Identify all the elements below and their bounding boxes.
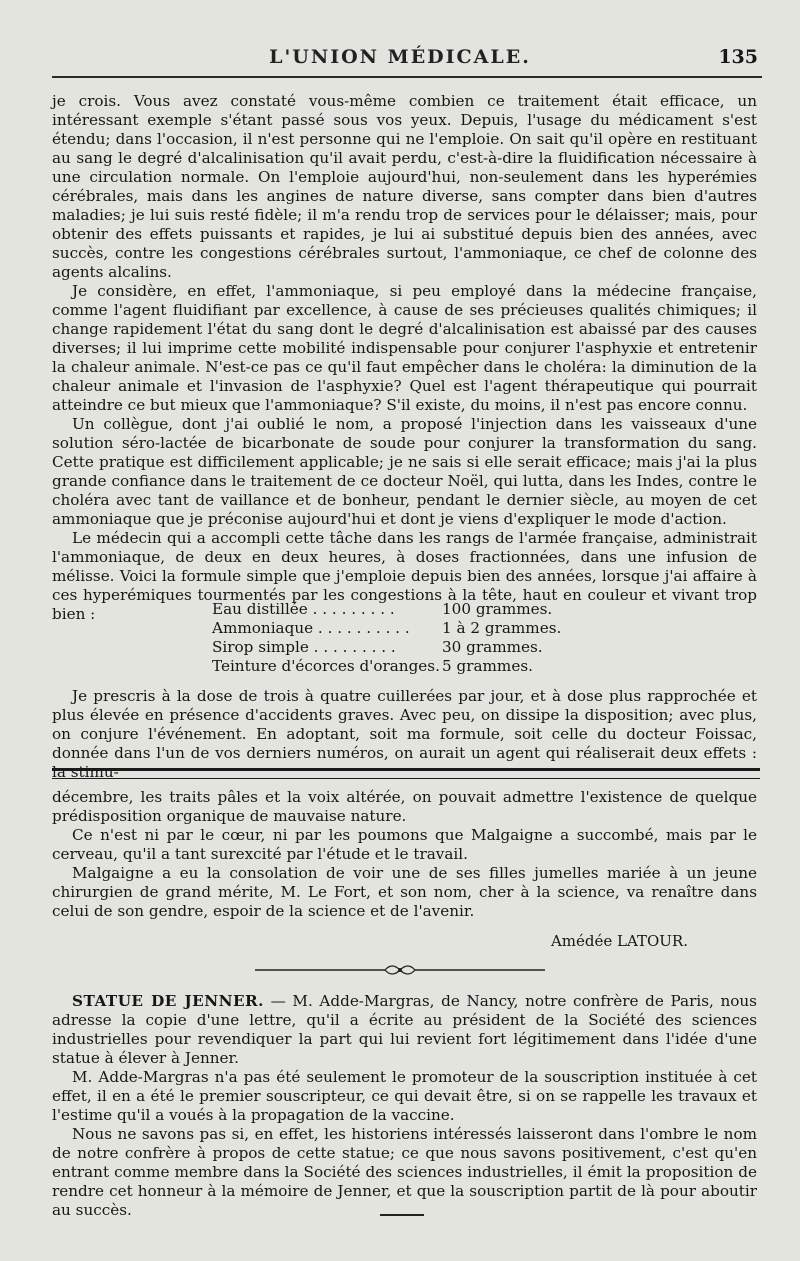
article-body-top [52, 92, 757, 624]
author-signature: Amédée LATOUR. [550, 932, 688, 950]
recipe-quantity: 30 grammes. [442, 638, 543, 656]
page-header [0, 42, 800, 76]
ornamental-divider [255, 962, 545, 978]
page-number: 135 [718, 46, 758, 68]
recipe-ingredient: Ammoniaque . . . . . . . . . . [212, 619, 410, 637]
section-heading: STATUE DE JENNER. [72, 992, 264, 1010]
recipe-ingredient: Teinture d'écorces d'oranges. [212, 657, 440, 675]
header-rule [52, 76, 762, 78]
paragraph: Ce n'est ni par le cœur, ni par les poumons que Malgaigne a succombé, mais par le cerveau, qu'il a tant surexcité par l'étude et le travail. [52, 826, 757, 863]
end-rule [380, 1214, 424, 1216]
running-title: L'UNION MÉDICALE. [269, 46, 531, 68]
recipe-quantity: 1 à 2 grammes. [442, 619, 562, 637]
jenner-article [52, 992, 757, 1220]
recipe-row [212, 657, 632, 676]
paragraph: Nous ne savons pas si, en effet, les historiens intéressés laisseront dans l'ombre le nom de notre confrère à propos de cette statue; ce que nous savons positivement, c'est qu'en entrant comme membre dans la Société des sciences industrielles, il émit la proposition de rendre cet honneur à la mémoire de Jenner, et que la souscription partit de là pour aboutir au succès. [52, 1125, 757, 1219]
recipe-row [212, 638, 632, 657]
recipe-ingredient: Sirop simple . . . . . . . . . [212, 638, 396, 656]
paragraph: Je prescris à la dose de trois à quatre cuillerées par jour, et à dose plus rapprochée et plus élevée en présence d'accidents graves. Avec peu, on dissipe la disposition; avec plus, on conjure l'événement. En adoptant, soit ma formule, soit celle du docteur Foissac, donnée dans l'un de vos derniers numéros, on aurait un agent qui réaliserait deux effets : la stimu- [52, 687, 757, 781]
recipe-quantity: 5 grammes. [442, 657, 533, 675]
paragraph: M. Adde-Margras n'a pas été seulement le promoteur de la souscription instituée à cet effet, il en a été le premier souscripteur, ce qui devait être, si on se rappelle les travaux et l'estime qu'il a voués à la propagation de la vaccine. [52, 1068, 757, 1124]
paragraph-text: — M. Adde-Margras, de Nancy, notre confrère de Paris, nous adresse la copie d'une lettre, qu'il a écrite au président de la Société des sciences industrielles pour revendiquer la part qui lui revient fort légitimement dans l'idée d'une statue à élever à Jenner. [52, 992, 757, 1067]
recipe-row [212, 619, 632, 638]
recipe-row [212, 600, 632, 619]
paragraph: Un collègue, dont j'ai oublié le nom, a proposé l'injection dans les vaisseaux d'une solution séro-lactée de bicarbonate de soude pour conjurer la transformation du sang. Cette pratique est difficilement applicable; je ne sais si elle serait efficace; mais j'ai la plus grande confiance dans le traitement de ce docteur Noël, qui lutta, dans les Indes, contre le choléra avec tant de vaillance et de bonheur, pendant le dernier siècle, au moyen de cet ammoniaque que je préconise aujourd'hui et dont je viens d'expliquer le mode d'action. [52, 415, 757, 528]
paragraph: décembre, les traits pâles et la voix altérée, on pouvait admettre l'existence de quelque prédisposition organique de mauvaise nature. [52, 788, 757, 825]
recipe-formula [212, 600, 632, 676]
obituary-continuation [52, 788, 757, 921]
recipe-quantity: 100 grammes. [442, 600, 553, 618]
paragraph: Malgaigne a eu la consolation de voir une de ses filles jumelles mariée à un jeune chirurgien de grand mérite, M. Le Fort, et son nom, cher à la science, va renaître dans celui de son gendre, espoir de la science et de l'avenir. [52, 864, 757, 920]
recipe-ingredient: Eau distillée . . . . . . . . . [212, 600, 395, 618]
paragraph: je crois. Vous avez constaté vous-même combien ce traitement était efficace, un intéressant exemple s'étant passé sous vos yeux. Depuis, l'usage du médicament s'est étendu; dans l'occasion, il n'est personne qui ne l'emploie. On sait qu'il opère en restituant au sang le degré d'alcalinisation qu'il avait perdu, c'est-à-dire la fluidification nécessaire à une circulation normale. On l'emploie aujourd'hui, non-seulement dans les hyperémies cérébrales, mais dans les angines de nature diverse, sans compter dans bien d'autres maladies; je lui suis resté fidèle; il m'a rendu trop de services pour le délaisser; mais, pour obtenir des effets puissants et rapides, je lui ai substitué depuis bien des années, avec succès, contre les congestions cérébrales surtout, l'ammoniaque, ce chef de colonne des agents alcalins. [52, 92, 757, 281]
paragraph: Je considère, en effet, l'ammoniaque, si peu employé dans la médecine française, comme l'agent fluidifiant par excellence, à cause de ses précieuses qualités chimiques; il change rapidement l'état du sang dont le degré d'alcalinisation est abaissé par des causes diverses; il lui imprime cette mobilité indispensable pour conjurer l'asphyxie et entretenir la chaleur animale. N'est-ce pas ce qu'il faut empêcher dans le choléra: la diminution de la chaleur animale et l'invasion de l'asphyxie? Quel est l'agent thérapeutique qui pourrait atteindre ce but mieux que l'ammoniaque? S'il existe, du moins, il n'est pas encore connu. [52, 282, 757, 414]
section-separator-rule [52, 768, 760, 779]
paragraph: Le médecin qui a accompli cette tâche dans les rangs de l'armée française, administrait l'ammoniaque, de deux en deux heures, à doses fractionnées, dans une infusion de mélisse. Voici la formule simple que j'emploie depuis bien des années, lorsque j'ai affaire à ces hyperémiques tourmentés par les congestions à la tête, haut en couleur et vivant trop bien : [52, 529, 757, 623]
paragraph [52, 992, 757, 1068]
